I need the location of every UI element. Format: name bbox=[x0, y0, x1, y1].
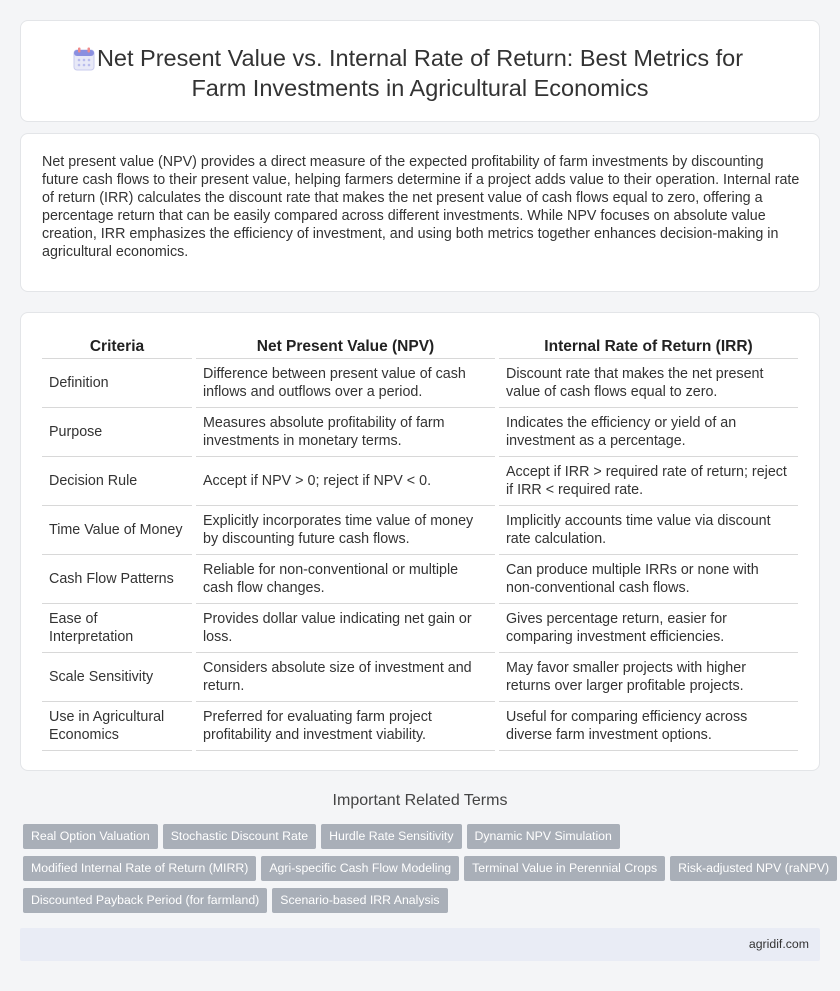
tag-row bbox=[23, 824, 823, 856]
irr-cell: May favor smaller projects with higher returns over larger profitable projects. bbox=[497, 652, 798, 701]
tag-mirr[interactable]: Modified Internal Rate of Return (MIRR) bbox=[23, 856, 256, 881]
criteria-cell: Cash Flow Patterns bbox=[42, 554, 194, 603]
footer bbox=[20, 928, 820, 961]
table-row bbox=[42, 603, 798, 652]
npv-cell: Considers absolute size of investment and return. bbox=[194, 652, 497, 701]
tag-row bbox=[23, 856, 830, 888]
irr-cell: Can produce multiple IRRs or none with non-conventional cash flows. bbox=[497, 554, 798, 603]
criteria-cell: Time Value of Money bbox=[42, 505, 194, 554]
npv-cell: Accept if NPV > 0; reject if NPV < 0. bbox=[194, 456, 497, 505]
tag-risk-adjusted-npv[interactable]: Risk-adjusted NPV (raNPV) bbox=[670, 856, 837, 881]
table-row bbox=[42, 505, 798, 554]
criteria-cell: Purpose bbox=[42, 407, 194, 456]
table-row bbox=[42, 554, 798, 603]
table-row bbox=[42, 652, 798, 701]
comparison-table bbox=[42, 336, 798, 751]
footer-site-link[interactable]: agridif.com bbox=[748, 937, 809, 951]
title-card bbox=[20, 20, 820, 122]
table-row bbox=[42, 358, 798, 407]
header-npv: Net Present Value (NPV) bbox=[194, 336, 497, 358]
tag-agri-cash-flow-modeling[interactable]: Agri-specific Cash Flow Modeling bbox=[261, 856, 459, 881]
page-title bbox=[21, 43, 819, 103]
criteria-cell: Ease of Interpretation bbox=[42, 603, 194, 652]
criteria-cell: Decision Rule bbox=[42, 456, 194, 505]
comparison-table-card bbox=[20, 312, 820, 771]
npv-cell: Preferred for evaluating farm project profitability and investment viability. bbox=[194, 701, 497, 750]
irr-cell: Useful for comparing efficiency across diverse farm investment options. bbox=[497, 701, 798, 750]
irr-cell: Gives percentage return, easier for comparing investment efficiencies. bbox=[497, 603, 798, 652]
page-title-line-2: Farm Investments in Agricultural Economics bbox=[191, 75, 649, 101]
criteria-cell: Use in Agricultural Economics bbox=[42, 701, 194, 750]
intro-card bbox=[20, 133, 820, 292]
tag-real-option-valuation[interactable]: Real Option Valuation bbox=[23, 824, 158, 849]
header-criteria: Criteria bbox=[42, 336, 194, 358]
irr-cell: Indicates the efficiency or yield of an investment as a percentage. bbox=[497, 407, 798, 456]
npv-cell: Difference between present value of cash inflows and outflows over a period. bbox=[194, 358, 497, 407]
criteria-cell: Scale Sensitivity bbox=[42, 652, 194, 701]
tag-stochastic-discount-rate[interactable]: Stochastic Discount Rate bbox=[163, 824, 316, 849]
related-terms-heading: Important Related Terms bbox=[332, 792, 508, 809]
tag-row bbox=[23, 888, 823, 920]
table-row bbox=[42, 407, 798, 456]
tag-terminal-value-perennial-crops[interactable]: Terminal Value in Perennial Crops bbox=[464, 856, 665, 881]
irr-cell: Discount rate that makes the net present value of cash flows equal to zero. bbox=[497, 358, 798, 407]
criteria-cell: Definition bbox=[42, 358, 194, 407]
header-irr: Internal Rate of Return (IRR) bbox=[497, 336, 798, 358]
npv-cell: Measures absolute profitability of farm investments in monetary terms. bbox=[194, 407, 497, 456]
tag-discounted-payback-period[interactable]: Discounted Payback Period (for farmland) bbox=[23, 888, 267, 913]
table-row bbox=[42, 701, 798, 750]
tag-hurdle-rate-sensitivity[interactable]: Hurdle Rate Sensitivity bbox=[321, 824, 461, 849]
page-title-line-1: Net Present Value vs. Internal Rate of Return: Best Metrics for bbox=[96, 45, 744, 71]
table-header-row bbox=[42, 336, 798, 358]
tag-dynamic-npv-simulation[interactable]: Dynamic NPV Simulation bbox=[467, 824, 620, 849]
irr-cell: Implicitly accounts time value via discount rate calculation. bbox=[497, 505, 798, 554]
npv-cell: Reliable for non-conventional or multiple cash flow changes. bbox=[194, 554, 497, 603]
npv-cell: Explicitly incorporates time value of money by discounting future cash flows. bbox=[194, 505, 497, 554]
intro-paragraph: Net present value (NPV) provides a direct measure of the expected profitability of farm investments by discounting future cash flows to their present value, helping farmers determine if a project adds value to their operation. Internal rate of return (IRR) calculates the discount rate that makes the net present value of cash flows equal to zero, offering a percentage return that can be easily compared across different investments. While NPV focuses on absolute value creation, IRR emphasizes the efficiency of investment, and using both metrics together enhances decision-making in agricultural economics. bbox=[42, 154, 800, 260]
tag-scenario-based-irr[interactable]: Scenario-based IRR Analysis bbox=[272, 888, 447, 913]
related-terms-tags bbox=[23, 824, 830, 920]
npv-cell: Provides dollar value indicating net gain or loss. bbox=[194, 603, 497, 652]
irr-cell: Accept if IRR > required rate of return; reject if IRR < required rate. bbox=[497, 456, 798, 505]
table-row bbox=[42, 456, 798, 505]
